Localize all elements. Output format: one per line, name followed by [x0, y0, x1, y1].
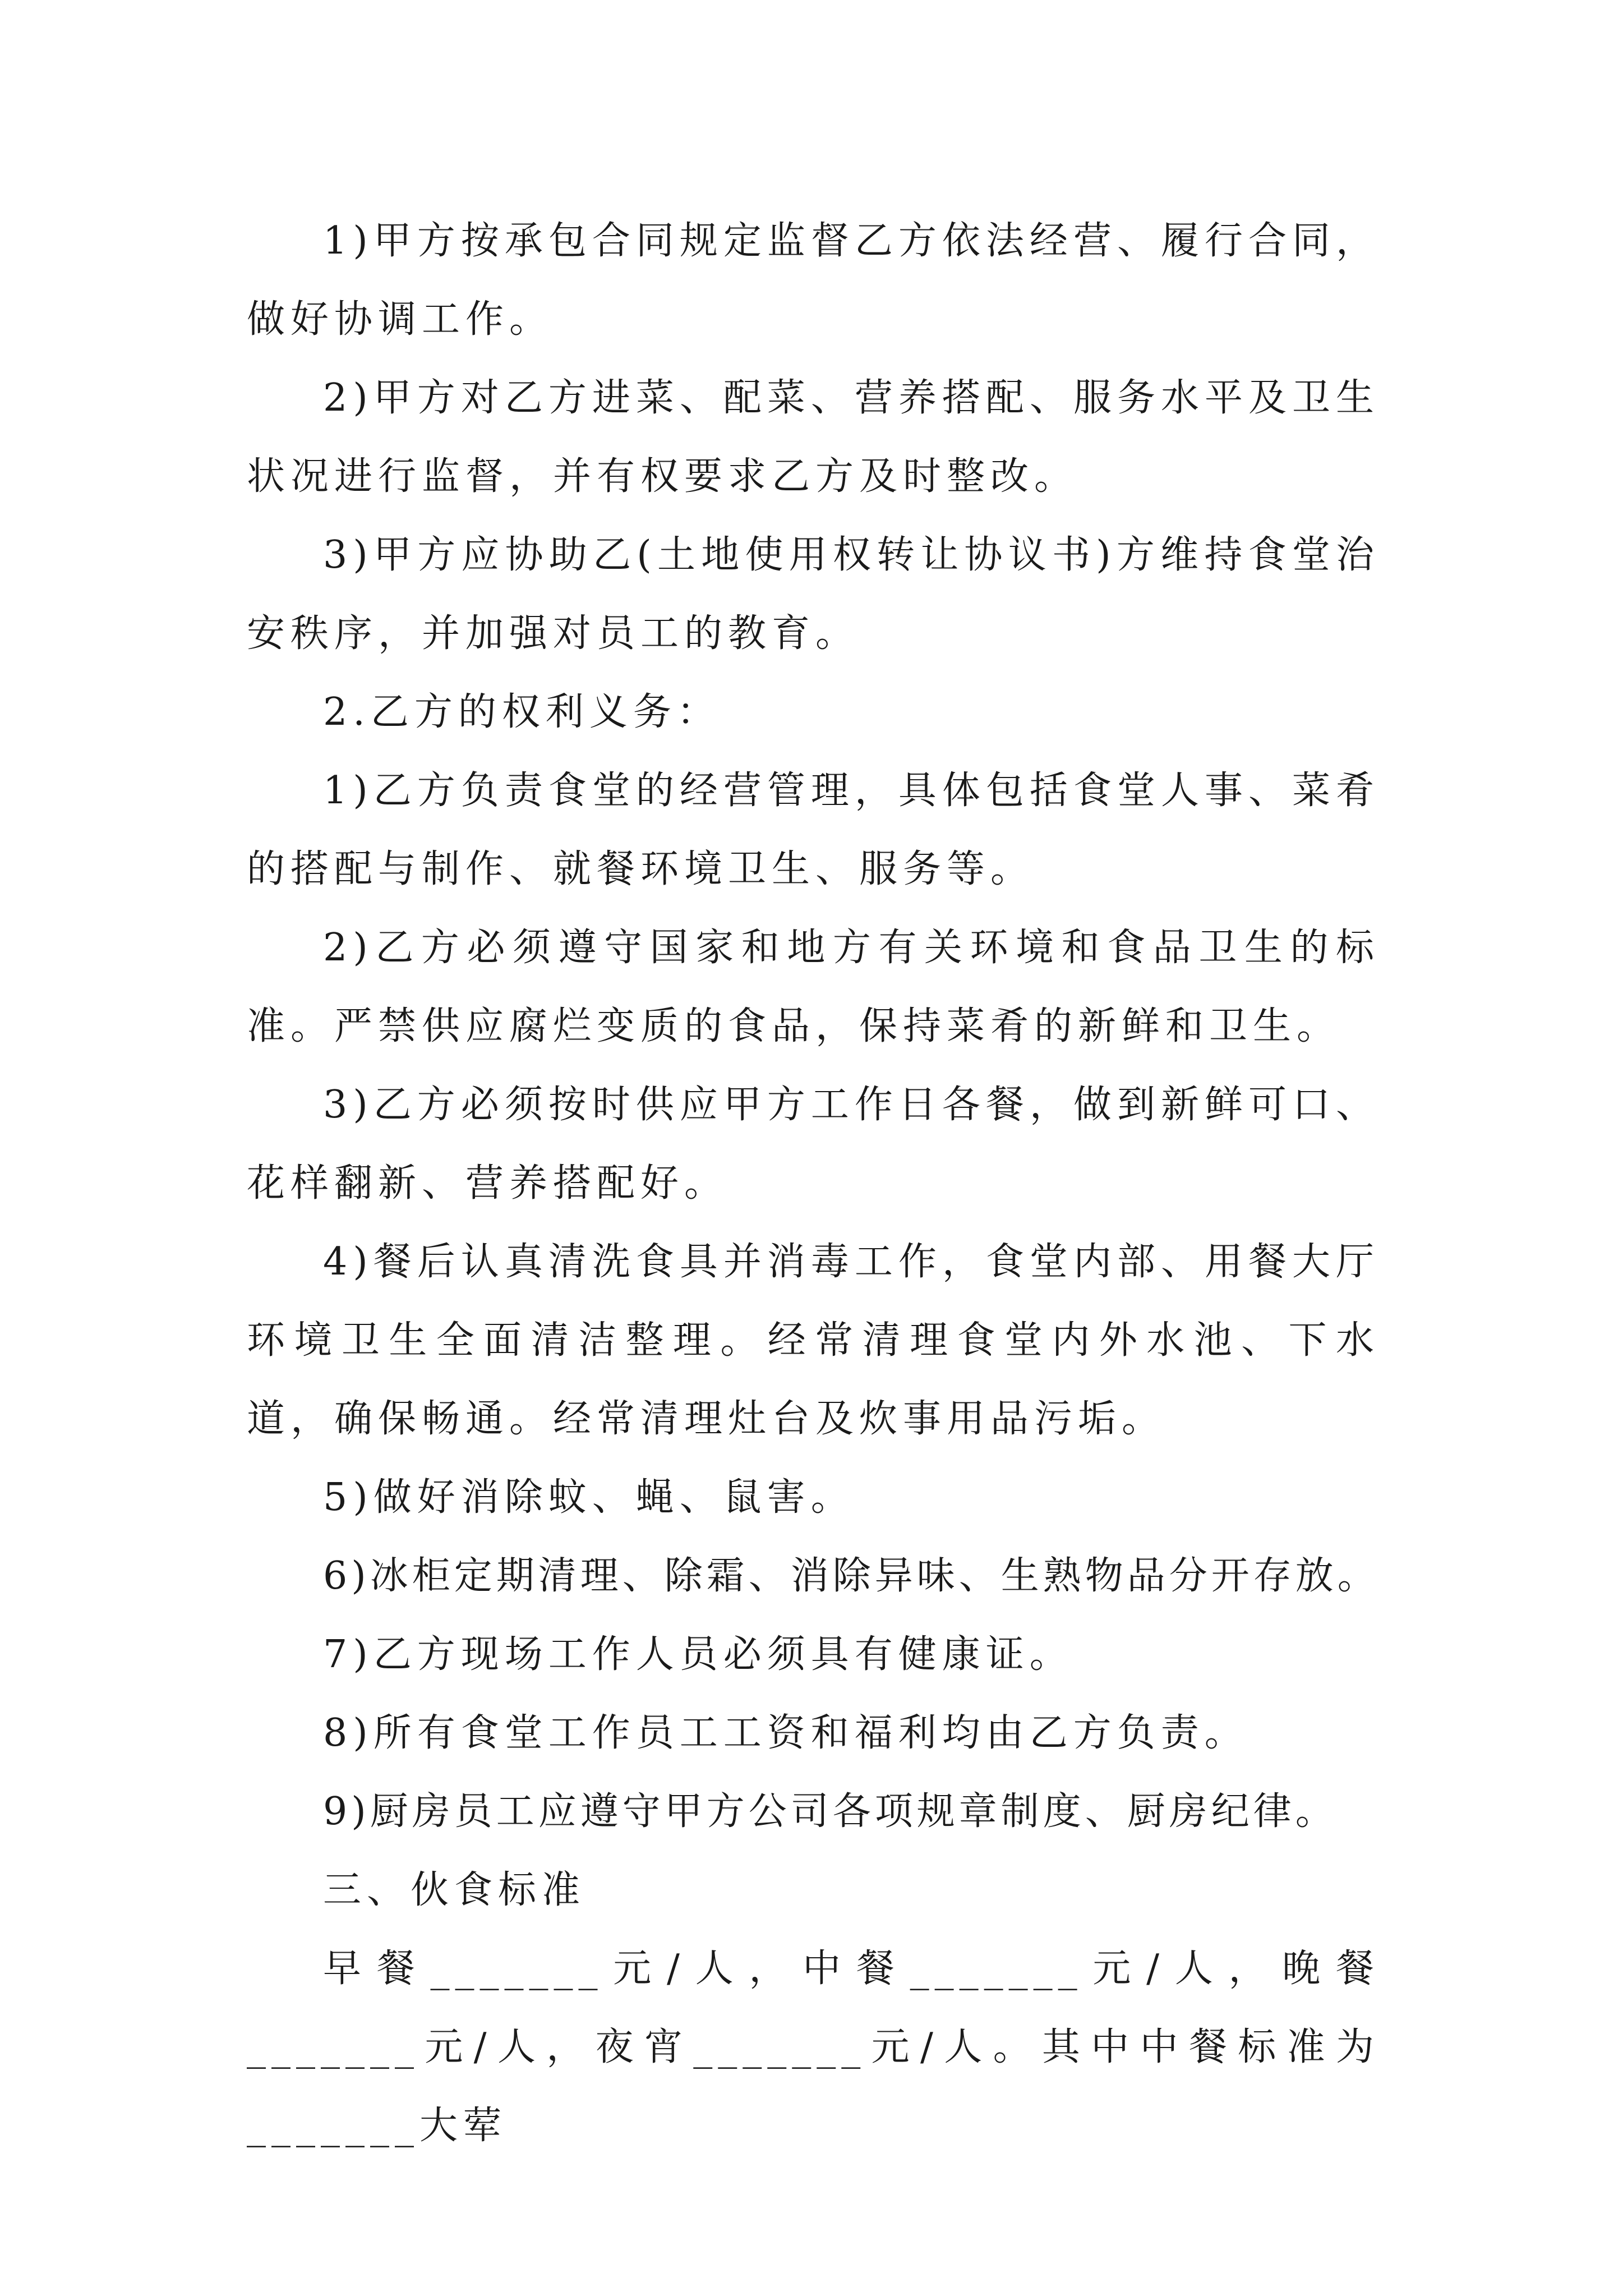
- paragraph-party-b-duty-6: 6)冰柜定期清理、除霜、消除异味、生熟物品分开存放。: [323, 1554, 1380, 1598]
- paragraph-party-a-duty-1: 1)甲方按承包合同规定监督乙方依法经营、履行合同，做好协调工作。: [247, 219, 1380, 342]
- paragraph-party-a-duty-2: 2)甲方对乙方进菜、配菜、营养搭配、服务水平及卫生状况进行监督，并有权要求乙方及时整改。: [247, 376, 1380, 499]
- paragraph-party-b-duty-9: 9)厨房员工应遵守甲方公司各项规章制度、厨房纪律。: [323, 1789, 1338, 1834]
- paragraph-party-b-duty-2: 2)乙方必须遵守国家和地方有关环境和食品卫生的标准。严禁供应腐烂变质的食品，保持菜肴的新鲜和卫生。: [247, 926, 1380, 1048]
- paragraph-party-b-duty-4: 4)餐后认真清洗食具并消毒工作，食堂内部、用餐大厅环境卫生全面清洁整理。经常清理食堂内外水池、下水道，确保畅通。经常清理灶台及炊事用品污垢。: [247, 1240, 1380, 1441]
- document-body: [247, 202, 1380, 2165]
- section-heading-meal-standard: 三、伙食标准: [323, 1868, 586, 1912]
- section-heading-party-b-rights: 2.乙方的权利义务：: [323, 690, 721, 734]
- paragraph-party-b-duty-8: 8)所有食堂工作员工工资和福利均由乙方负责。: [323, 1711, 1248, 1755]
- paragraph-party-b-duty-7: 7)乙方现场工作人员必须具有健康证。: [323, 1632, 1073, 1677]
- paragraph-party-b-duty-3: 3)乙方必须按时供应甲方工作日各餐，做到新鲜可口、花样翻新、营养搭配好。: [247, 1083, 1380, 1205]
- paragraph-party-b-duty-5: 5)做好消除蚊、蝇、鼠害。: [323, 1475, 855, 1520]
- paragraph-party-b-duty-1: 1)乙方负责食堂的经营管理，具体包括食堂人事、菜肴的搭配与制作、就餐环境卫生、服务等。: [247, 769, 1380, 891]
- paragraph-meal-prices: 早餐_______元/人，中餐_______元/人，晚餐_______元/人，夜宵_______元/人。其中中餐标准为_______大荤: [247, 1947, 1380, 2148]
- paragraph-party-a-duty-3: 3)甲方应协助乙(土地使用权转让协议书)方维持食堂治安秩序，并加强对员工的教育。: [247, 533, 1380, 656]
